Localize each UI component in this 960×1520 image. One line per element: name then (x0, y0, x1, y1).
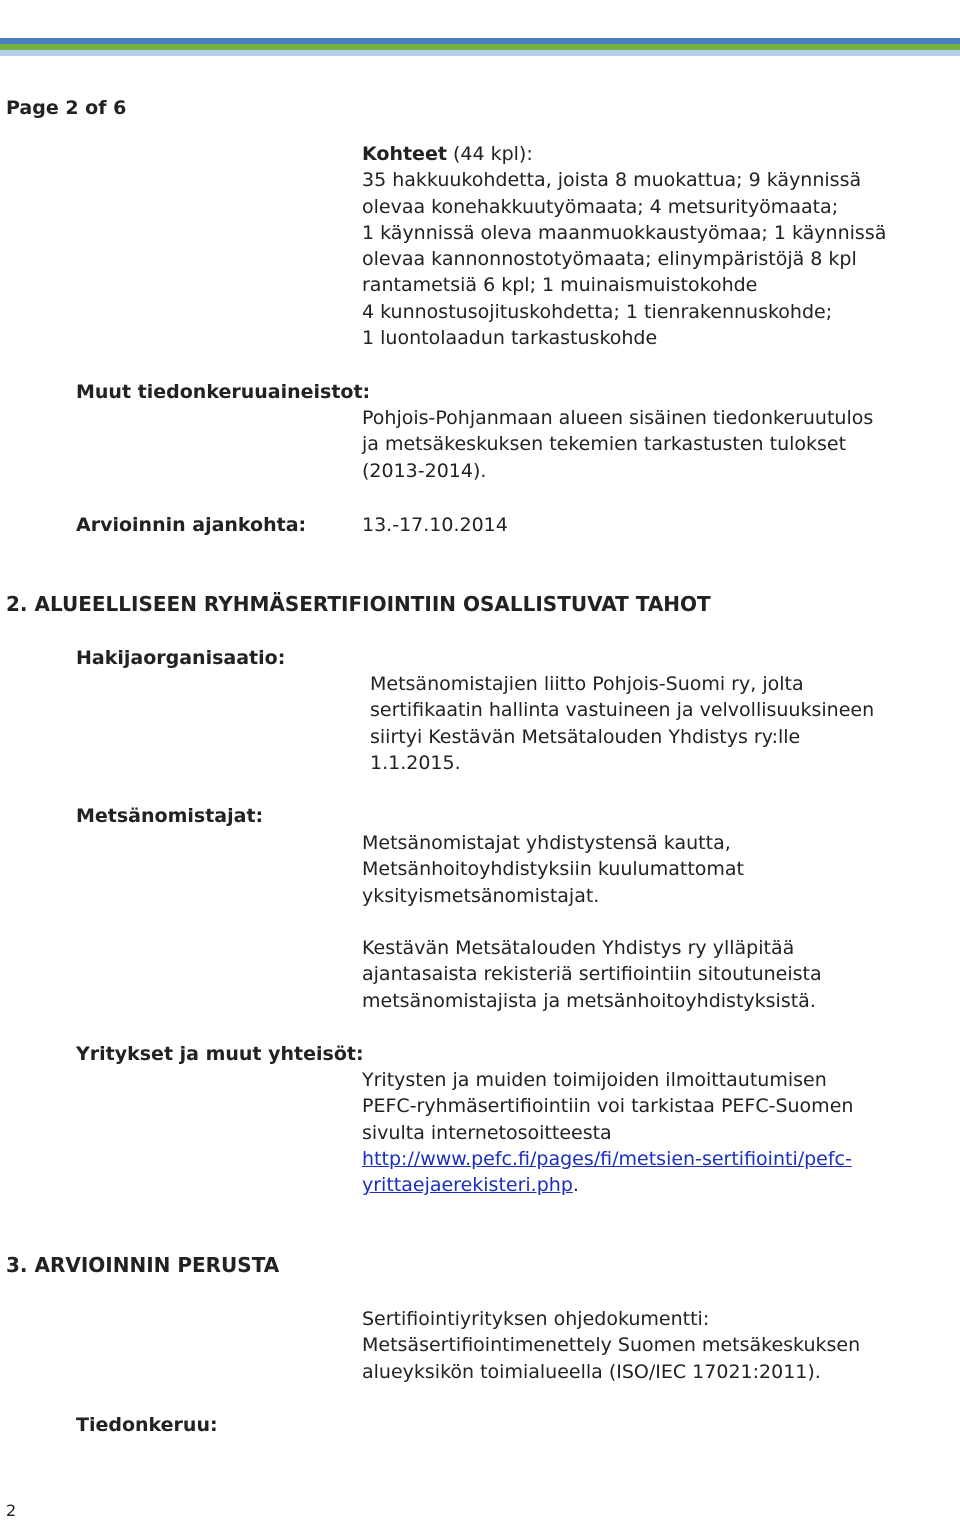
kohteet-line: olevaa konehakkuutyömaata; 4 metsurityömaata; (362, 195, 839, 218)
muut-text (362, 405, 873, 484)
metsanomistajat-para2 (362, 935, 822, 1014)
tiedonkeruu-label: Tiedonkeruu: (76, 1414, 218, 1436)
pefc-link-part1[interactable]: http://www.pefc.fi/pages/fi/metsien-sertifiointi/pefc- (362, 1147, 852, 1170)
hakija-label: Hakijaorganisaatio: (76, 647, 286, 669)
metsanomistajat-line: metsänomistajista ja metsänhoitoyhdistyksistä. (362, 989, 816, 1012)
metsanomistajat-line: Kestävän Metsätalouden Yhdistys ry ylläpitää (362, 937, 795, 959)
metsanomistajat-line: ajantasaista rekisteriä sertifiointiin sitoutuneista (362, 963, 822, 986)
arvioinnin-label: Arvioinnin ajankohta: (76, 514, 307, 536)
yritykset-line: PEFC-ryhmäsertifiointiin voi tarkistaa PEFC-Suomen (362, 1095, 854, 1118)
section3-line: alueyksikön toimialueella (ISO/IEC 17021:2011). (362, 1360, 821, 1383)
yritykset-label: Yritykset ja muut yhteisöt: (76, 1043, 364, 1065)
section3-title: 3. ARVIOINNIN PERUSTA (6, 1253, 280, 1277)
yritykset-text (362, 1067, 853, 1198)
header-band-lightblue (0, 50, 960, 56)
pefc-link-period: . (572, 1174, 579, 1197)
kohteet-line: 1 käynnissä oleva maanmuokkaustyömaa; 1 käynnissä (362, 221, 887, 244)
section3-line: Sertifiointiyrityksen ohjedokumentti: (362, 1308, 710, 1330)
metsanomistajat-line: Metsänhoitoyhdistyksiin kuulumattomat (362, 858, 744, 881)
kohteet-line: 4 kunnostusojituskohdetta; 1 tienrakennuskohde; (362, 300, 833, 323)
kohteet-count: (44 kpl): (446, 143, 533, 165)
section3-line: Metsäsertifiointimenettely Suomen metsäkeskuksen (362, 1334, 861, 1357)
hakija-line: Metsänomistajien liitto Pohjois-Suomi ry, jolta (370, 673, 804, 695)
muut-line: ja metsäkeskuksen tekemien tarkastusten tulokset (362, 433, 847, 456)
metsanomistajat-line: yksityismetsänomistajat. (362, 884, 600, 907)
pefc-link-line1-wrap (362, 1146, 853, 1172)
kohteet-heading (362, 141, 886, 167)
kohteet-block (362, 141, 886, 351)
arvioinnin-value: 13.-17.10.2014 (362, 514, 508, 536)
hakija-line: siirtyi Kestävän Metsätalouden Yhdistys ry:lle (370, 725, 801, 748)
yritykset-line: sivulta internetosoitteesta (362, 1121, 612, 1144)
metsanomistajat-para1 (362, 830, 744, 909)
kohteet-line: olevaa kannonnostotyömaata; elinympäristöjä 8 kpl (362, 248, 857, 271)
header-color-bands (0, 38, 960, 58)
section2-title: 2. ALUEELLISEEN RYHMÄSERTIFIOINTIIN OSALLISTUVAT TAHOT (6, 592, 711, 616)
hakija-line: 1.1.2015. (370, 751, 461, 774)
pefc-link-part2[interactable]: yrittaejaerekisteri.php (362, 1174, 573, 1197)
metsanomistajat-line: Metsänomistajat yhdistystensä kautta, (362, 832, 731, 854)
footer-page-number: 2 (6, 1501, 17, 1520)
kohteet-line: 1 luontolaadun tarkastuskohde (362, 327, 658, 350)
page-label: Page 2 of 6 (6, 97, 127, 119)
kohteet-line: rantametsiä 6 kpl; 1 muinaismuistokohde (362, 274, 758, 297)
muut-line: Pohjois-Pohjanmaan alueen sisäinen tiedonkeruutulos (362, 407, 874, 429)
metsanomistajat-label: Metsänomistajat: (76, 805, 264, 827)
hakija-line: sertifikaatin hallinta vastuineen ja velvollisuuksineen (370, 699, 875, 722)
muut-line: (2013-2014). (362, 459, 487, 482)
hakija-text (370, 671, 874, 776)
section3-text (362, 1306, 860, 1385)
pefc-link-line2-wrap (362, 1172, 853, 1198)
yritykset-line: Yritysten ja muiden toimijoiden ilmoittautumisen (362, 1069, 827, 1091)
kohteet-label: Kohteet (362, 143, 447, 165)
muut-label: Muut tiedonkeruuaineistot: (76, 381, 371, 403)
kohteet-line: 35 hakkuukohdetta, joista 8 muokattua; 9 käynnissä (362, 169, 862, 192)
